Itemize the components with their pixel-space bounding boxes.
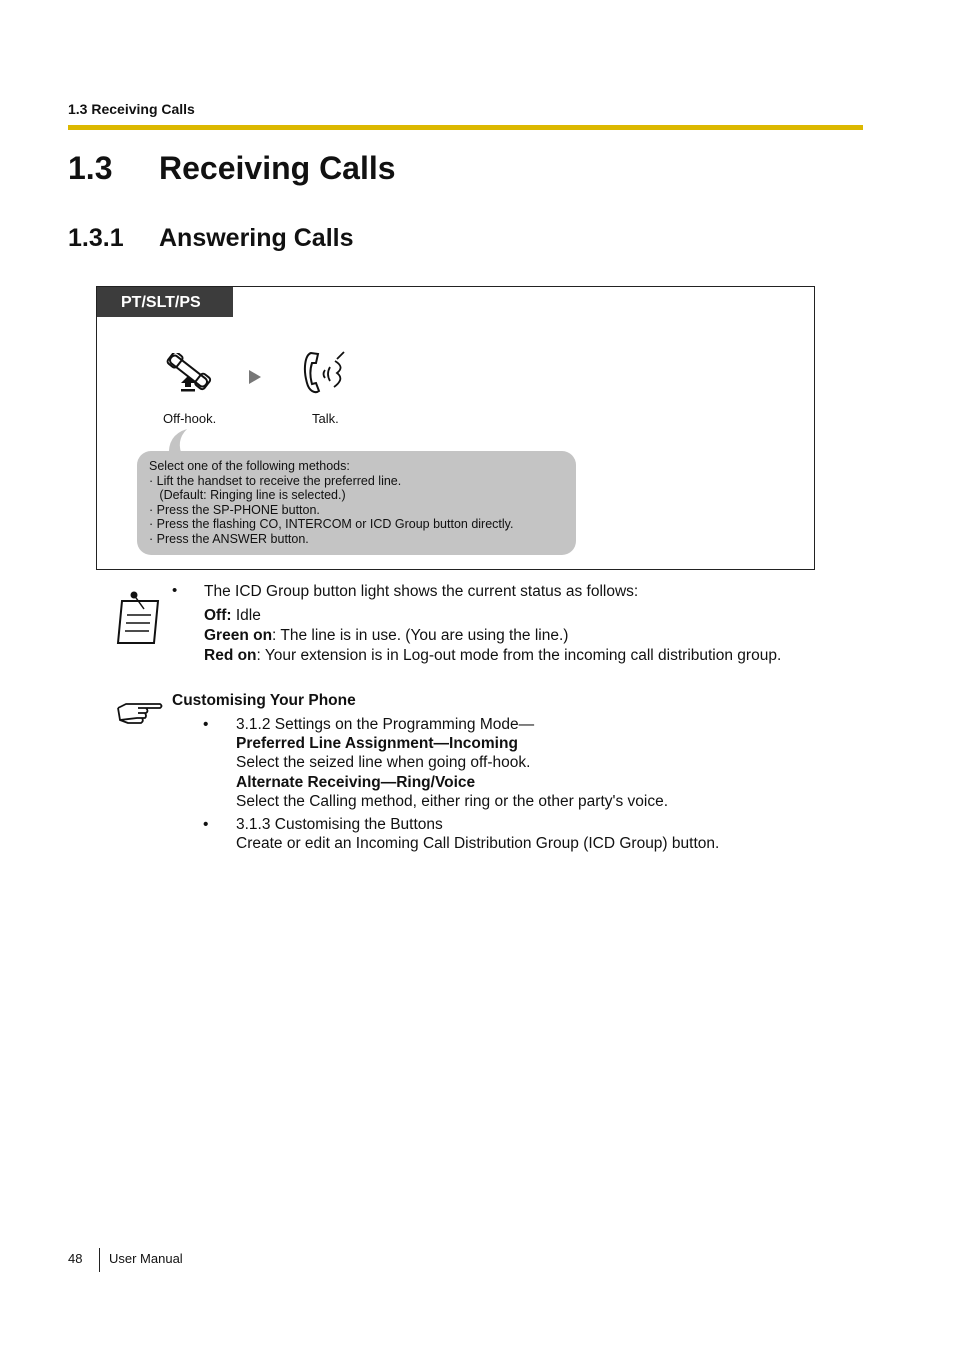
status-item (204, 606, 781, 626)
list-item (203, 715, 719, 811)
note-text (204, 582, 781, 666)
customising-list (203, 715, 719, 857)
note-bullet: • (172, 582, 178, 599)
procedure-box (96, 286, 815, 570)
running-head: 1.3 Receiving Calls (68, 101, 195, 117)
status-desc: Idle (231, 607, 261, 624)
customising-title: Customising Your Phone (172, 692, 356, 709)
subsection-heading (68, 224, 354, 253)
status-item (204, 646, 781, 666)
step-label-talk: Talk. (312, 411, 339, 426)
list-item (203, 815, 719, 853)
callout-line: · Lift the handset to receive the preferred line. (149, 473, 402, 488)
setting-desc: Select the seized line when going off-hook. (236, 754, 531, 772)
subsection-title: Answering Calls (159, 224, 354, 252)
status-desc: : Your extension is in Log-out mode from the incoming call distribution group. (256, 647, 782, 664)
callout-box (137, 451, 576, 555)
callout-line: · Press the SP-PHONE button. (149, 502, 320, 517)
status-desc: : The line is in use. (You are using the line.) (272, 627, 569, 644)
setting-title: Preferred Line Assignment—Incoming (236, 735, 518, 753)
section-number: 1.3 (68, 150, 113, 186)
pointing-hand-icon (116, 698, 164, 726)
off-hook-icon (162, 353, 212, 397)
footer-divider (99, 1248, 100, 1272)
subsection-number: 1.3.1 (68, 224, 124, 252)
callout-line: · Press the flashing CO, INTERCOM or ICD Group button directly. (149, 517, 514, 531)
manual-reference: 3.1.2 Settings on the Programming Mode— (236, 716, 535, 733)
status-list (204, 606, 781, 666)
step-label-offhook: Off-hook. (163, 411, 217, 426)
status-term: Red on (204, 647, 257, 664)
bullet: • (203, 716, 209, 733)
bullet: • (203, 816, 209, 834)
status-term: Green on (204, 627, 273, 644)
callout-line: · Press the ANSWER button. (149, 531, 309, 546)
arrow-right-icon (248, 369, 262, 385)
talk-icon (301, 349, 349, 397)
note-intro: The ICD Group button light shows the current status as follows: (204, 583, 639, 600)
notepad-icon (114, 589, 164, 647)
setting-title: Alternate Receiving—Ring/Voice (236, 773, 476, 791)
status-item (204, 626, 781, 646)
setting-desc: Select the Calling method, either ring or the other party's voice. (236, 792, 669, 810)
callout-line: Select one of the following methods: (149, 459, 350, 473)
header-rule (68, 125, 863, 130)
status-term: Off: (204, 607, 232, 624)
page-number: 48 (68, 1251, 83, 1266)
callout-line: (Default: Ringing line is selected.) (149, 488, 346, 502)
section-heading (68, 150, 396, 187)
setting-desc: Create or edit an Incoming Call Distribution Group (ICD Group) button. (236, 835, 720, 853)
manual-reference: 3.1.3 Customising the Buttons (236, 816, 443, 834)
section-title: Receiving Calls (159, 150, 396, 186)
procedure-tab: PT/SLT/PS (97, 287, 233, 317)
footer-title: User Manual (109, 1251, 183, 1266)
